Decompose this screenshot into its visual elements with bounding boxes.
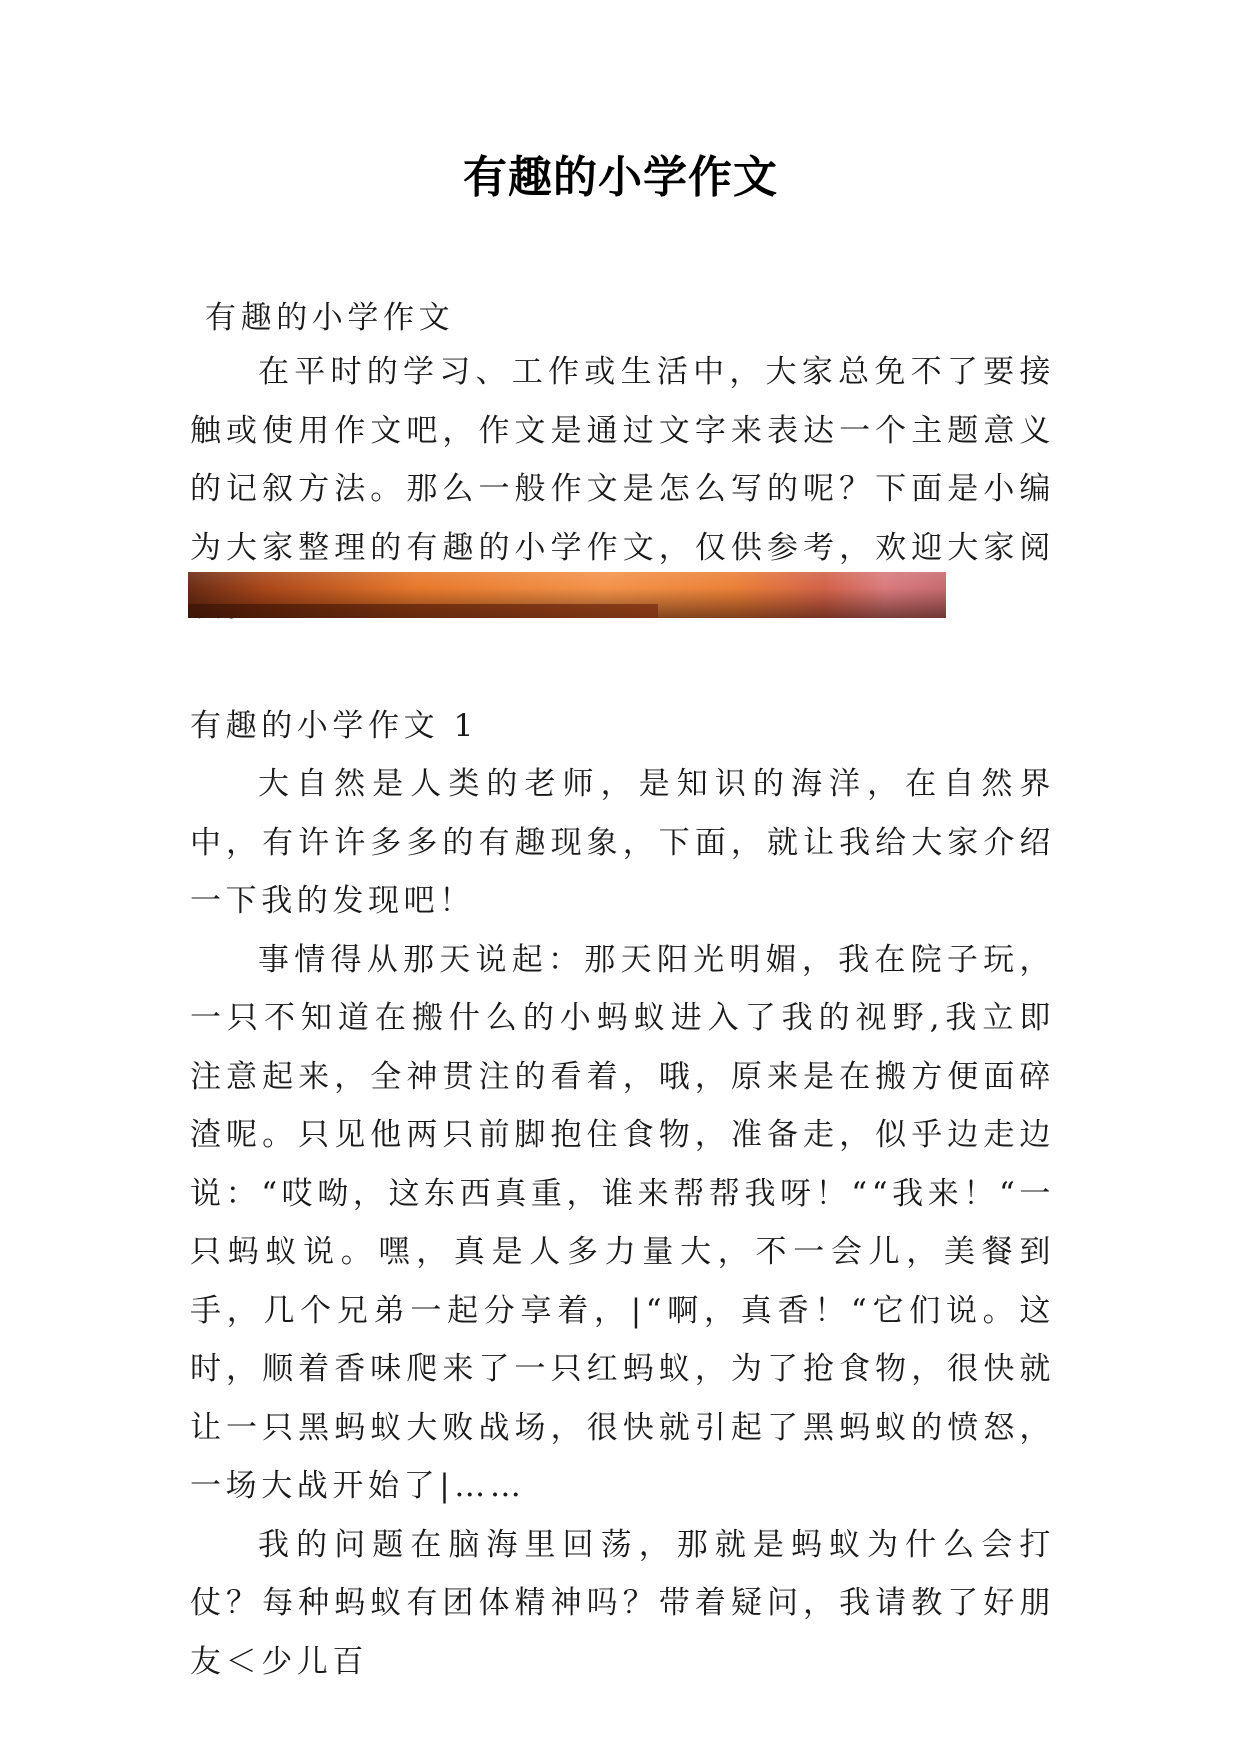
essay-paragraph: 大自然是人类的老师，是知识的海洋，在自然界中，有许许多多的有趣现象，下面，就让我给大家介绍一下我的发现吧！ xyxy=(190,766,1055,919)
section-heading: 有趣的小学作文 1 xyxy=(190,708,478,744)
essay-paragraph: 我的问题在脑海里回荡，那就是蚂蚁为什么会打仗？每种蚂蚁有团体精神吗？带着疑问，我请教了好朋友＜少儿百 xyxy=(190,1526,1055,1680)
essay-paragraph: 事情得从那天说起：那天阳光明媚，我在院子玩，一只不知道在搬什么的小蚂蚁进入了我的视野,我立即注意起来，全神贯注的看着，哦，原来是在搬方便面碎渣呢。只见他两只前脚抱住食物，准备走，似乎边走边说：“哎呦，这东西真重，谁来帮帮我呀！““我来！“一只蚂蚁说。嘿，真是人多力量大，不一会儿，美餐到手，几个兄弟一起分享着，|“啊，真香！“它们说。这时，顺着香味爬来了一只红蚂蚁，为了抢食物，很快就让一只黑蚂蚁大败战场，很快就引起了黑蚂蚁的愤怒，一场大战开始了|…… xyxy=(190,941,1055,1504)
intro-paragraph: 在平时的学习、工作或生活中，大家总免不了要接触或使用作文吧，作文是通过文字来表达一个主题意义的记叙方法。那么一般作文是怎么写的呢？下面是小编为大家整理的有趣的小学作文，仅供参考，欢迎大家阅 xyxy=(190,354,1055,566)
essay-body xyxy=(190,755,1055,1691)
cropped-photo xyxy=(188,572,946,618)
document-title: 有趣的小学作文 xyxy=(463,152,778,203)
document-subtitle: 有趣的小学作文 xyxy=(205,300,455,336)
